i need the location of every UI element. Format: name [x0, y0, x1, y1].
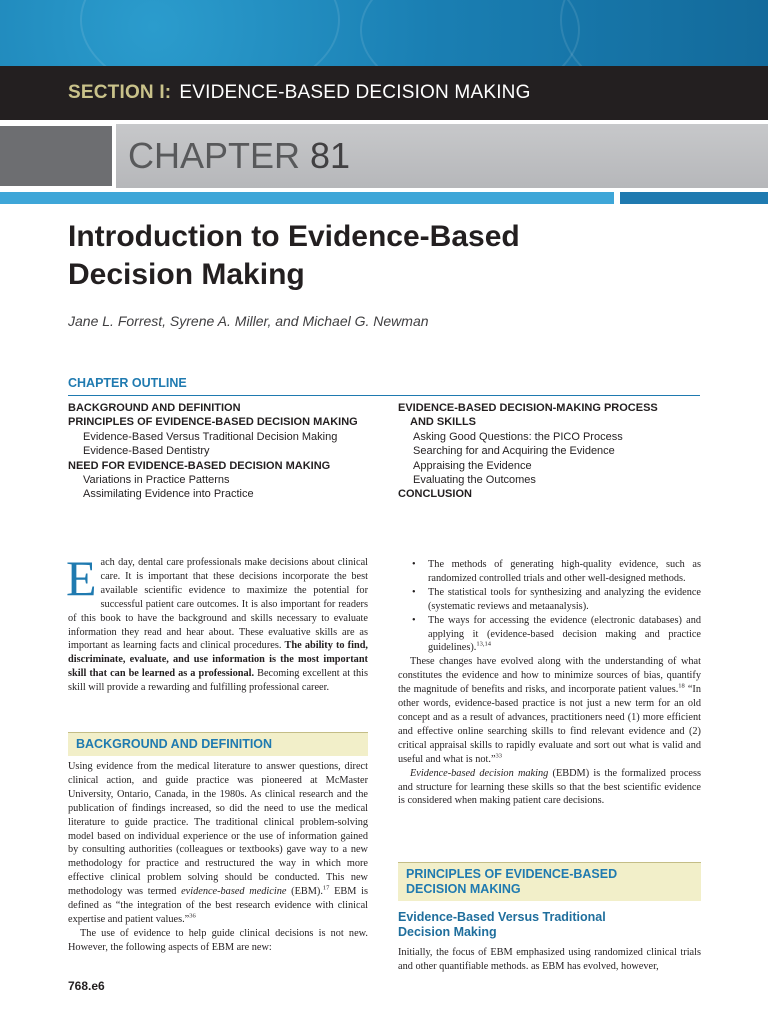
right-paragraph-2: (EBDM) is the formalized process and structure for learning these skills so that the best scientific evidence is considered when making patient care decisions. — [398, 767, 701, 807]
ebdm-term: Evidence-based decision making — [410, 767, 549, 779]
intro-paragraph — [66, 550, 368, 695]
bg-paragraph-1a: Using evidence from the medical literature to answer questions, direct clinical action, and guide practice was pioneered at McMaster University, Ontario, Canada, in the 1980s. As clinical research and the publication of findings increased, so did the need to use the medical literature to guide practice. The traditional clinical problem-solving model based on individual experience or the use of information gained by consulting authorities (colleagues or textbooks) gave way to a new methodology for practice and restructured the way in which more effective clinical problem solving should be conducted. This new methodology was termed — [68, 761, 368, 898]
citation-sup: 17 — [322, 884, 330, 892]
outline-item: Evidence-Based Versus Traditional Decision Making — [83, 430, 338, 443]
intro-end-text: Becoming excellent at this skill will provide a rewarding and fulfilling professional career. — [68, 668, 368, 694]
outline-item: Asking Good Questions: the PICO Process — [413, 430, 623, 443]
outline-right-column — [398, 401, 708, 502]
subhead-ebm-vs-traditional — [398, 910, 701, 940]
outline-item: PRINCIPLES OF EVIDENCE-BASED DECISION MAKING — [68, 416, 358, 429]
chapter-title-line1: Introduction to Evidence-Based — [68, 220, 520, 253]
top-decorative-band — [0, 0, 768, 66]
right-column-text — [398, 558, 701, 808]
background-text — [68, 760, 368, 955]
bg-paragraph-1c: EBM is defined as “the integration of the best research evidence with clinical expertise and patient values.” — [68, 886, 369, 925]
subhead-line2: Decision Making — [398, 925, 497, 939]
subhead-line1: Evidence-Based Versus Traditional — [398, 910, 606, 924]
outline-item: CONCLUSION — [398, 488, 472, 501]
outline-item: Evaluating the Outcomes — [413, 474, 536, 487]
section-head-background — [68, 732, 368, 756]
blue-rule-left — [0, 192, 614, 204]
bg-ebm-term: evidence-based medicine — [181, 886, 287, 898]
chapter-number: 81 — [310, 135, 351, 176]
right-paragraph-1b: “In other words, evidence-based practice is not just a new term for an old concept and as a result of advances, practitioners need (1) more efficient and effective online searching skills to find relevant evidence and (2) critical appraisal skills to rapidly evaluate and sort out what is valid and useful and what is not.” — [398, 684, 701, 765]
outline-item: Searching for and Acquiring the Evidence — [413, 445, 615, 458]
citation-sup: 18 — [678, 682, 685, 690]
citation-sup: 33 — [495, 752, 503, 760]
section-title: EVIDENCE-BASED DECISION MAKING — [179, 82, 531, 103]
outline-item: NEED FOR EVIDENCE-BASED DECISION MAKING — [68, 459, 331, 472]
blue-rule-right — [620, 192, 768, 204]
list-item: • The methods of generating high-quality evidence, such as randomized controlled trials and other well-designed methods. — [398, 558, 701, 586]
chapter-outline-heading: CHAPTER OUTLINE — [68, 376, 700, 396]
outline-item: EVIDENCE-BASED DECISION-MAKING PROCESS — [398, 402, 658, 414]
chapter-title-line2: Decision Making — [68, 258, 305, 291]
citation-sup: 13,14 — [476, 641, 491, 649]
outline-item: BACKGROUND AND DEFINITION — [68, 402, 241, 414]
outline-item: Variations in Practice Patterns — [83, 474, 230, 487]
outline-item: Assimilating Evidence into Practice — [83, 488, 254, 501]
section-head-principles-line1: PRINCIPLES OF EVIDENCE-BASED — [406, 867, 618, 881]
outline-left-column — [68, 401, 388, 502]
outline-item: AND SKILLS — [410, 416, 476, 429]
list-item: • The statistical tools for synthesizing and analyzing the evidence (systematic reviews and metaanalysis). — [398, 586, 701, 614]
chapter-word: CHAPTER — [128, 135, 301, 176]
section-head-principles-line2: DECISION MAKING — [406, 882, 521, 896]
list-item: • The ways for accessing the evidence (electronic databases) and applying it (evidence-based decision making and practice guidelines).$^{13,14}$ — [398, 614, 701, 656]
right-paragraph-3: Initially, the focus of EBM emphasized using randomized clinical trials and other quantifiable methods. as EBM has evolved, however, — [398, 947, 701, 972]
principles-text — [398, 946, 701, 974]
section-head-principles — [398, 862, 701, 901]
outline-item: Appraising the Evidence — [413, 459, 532, 472]
outline-item: Evidence-Based Dentistry — [83, 445, 210, 458]
right-paragraph-1a: These changes have evolved along with the understanding of what constitutes the evidence and how to minimize sources of bias, quantify the magnitude of benefits and risks, and incorporate patient values. — [398, 656, 701, 696]
drop-cap: E — [66, 550, 97, 606]
chapter-banner — [0, 120, 768, 192]
section-head-background-text: BACKGROUND AND DEFINITION — [76, 737, 273, 751]
chapter-banner-left-block — [0, 126, 112, 186]
intro-bold-text: The ability to find, discriminate, evaluate, and use information is the most important skill that can be learned as a professional. — [68, 640, 368, 680]
page-number: 768.e6 — [68, 979, 105, 993]
chapter-banner-label — [116, 124, 768, 188]
intro-text: ach day, dental care professionals make decisions about clinical care. It is important that these decisions incorporate the best available scientific evidence to maximize the potential for successful patient care outcomes. It is also important for readers of this book to have the background and skills necessary to evaluate information they read and hear about. These evaluative skills are as important as learning facts and clinical procedures. — [68, 557, 368, 652]
citation-sup: 36 — [189, 912, 196, 920]
authors: Jane L. Forrest, Syrene A. Miller, and Michael G. Newman — [68, 313, 429, 329]
new-aspects-list — [398, 558, 701, 655]
bg-paragraph-2: The use of evidence to help guide clinical decisions is not new. However, the following aspects of EBM are new: — [68, 927, 368, 953]
bg-paragraph-1b: (EBM). — [291, 886, 323, 898]
section-label: SECTION I: — [68, 82, 172, 103]
chapter-title — [68, 218, 708, 294]
section-header-bar — [0, 66, 768, 120]
